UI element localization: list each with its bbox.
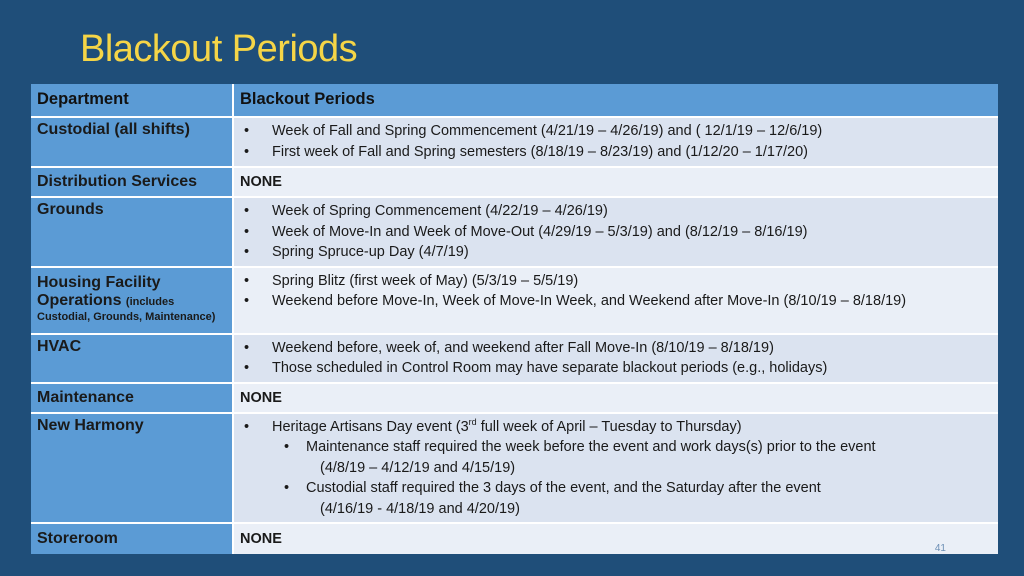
new-harmony-main-sup: rd	[468, 416, 477, 427]
table-row	[31, 414, 998, 525]
dept-new-harmony: New Harmony	[31, 414, 234, 525]
table-row	[31, 168, 998, 198]
list-item: • Week of Spring Commencement (4/22/19 – 4/26/19)	[240, 201, 992, 222]
new-harmony-main-pre: Heritage Artisans Day event (3	[272, 418, 469, 435]
sub-item-line1: Maintenance staff required the week before the event and work days(s) prior to the event	[306, 439, 876, 455]
list-item: • Spring Blitz (first week of May) (5/3/19 – 5/5/19)	[240, 271, 992, 292]
dept-storeroom: Storeroom	[31, 524, 234, 554]
list-item: • First week of Fall and Spring semesters (8/18/19 – 8/23/19) and (1/12/20 – 1/17/20)	[240, 142, 992, 163]
dept-grounds: Grounds	[31, 198, 234, 268]
dept-hvac: HVAC	[31, 335, 234, 384]
periods-storeroom: NONE	[234, 524, 998, 554]
periods-new-harmony	[234, 414, 998, 525]
periods-housing	[234, 268, 998, 335]
table-row	[31, 384, 998, 414]
dept-housing-line1: Housing Facility	[37, 273, 161, 291]
header-department: Department	[31, 84, 234, 118]
new-harmony-main-post: full week of April – Tuesday to Thursday)	[476, 418, 742, 435]
dept-housing-sub: Custodial, Grounds, Maintenance)	[37, 310, 216, 323]
sub-item-line2: (4/16/19 - 4/18/19 and 4/20/19)	[320, 500, 520, 517]
page-number: 41	[934, 543, 946, 554]
sub-item-line1: Custodial staff required the 3 days of the event, and the Saturday after the event	[306, 480, 821, 496]
table-row	[31, 524, 998, 554]
table-row	[31, 335, 998, 384]
header-blackout-periods: Blackout Periods	[234, 84, 998, 118]
periods-custodial	[234, 118, 998, 168]
periods-maintenance: NONE	[234, 384, 998, 414]
list-item: • Spring Spruce-up Day (4/7/19)	[240, 242, 992, 263]
dept-distribution: Distribution Services	[31, 168, 234, 198]
list-item: • Those scheduled in Control Room may have separate blackout periods (e.g., holidays)	[240, 358, 992, 379]
list-item	[240, 417, 992, 520]
dept-custodial: Custodial (all shifts)	[31, 118, 234, 168]
periods-distribution: NONE	[234, 168, 998, 198]
list-item: • Weekend before, week of, and weekend after Fall Move-In (8/10/19 – 8/18/19)	[240, 338, 992, 359]
table-row	[31, 198, 998, 268]
list-item: • Weekend before Move-In, Week of Move-In Week, and Weekend after Move-In (8/10/19 – 8/18/19)	[240, 291, 992, 312]
dept-housing	[31, 268, 234, 335]
table-header-row	[31, 84, 998, 118]
dept-housing-line2: Operations	[37, 291, 122, 309]
periods-hvac	[234, 335, 998, 384]
blackout-table	[31, 84, 998, 554]
periods-grounds	[234, 198, 998, 268]
list-item: • Week of Fall and Spring Commencement (4/21/19 – 4/26/19) and ( 12/1/19 – 12/6/19)	[240, 121, 992, 142]
list-item: • Week of Move-In and Week of Move-Out (4/29/19 – 5/3/19) and (8/12/19 – 8/16/19)	[240, 222, 992, 243]
table-row	[31, 268, 998, 335]
slide-title: Blackout Periods	[80, 28, 358, 70]
sub-item-line2: (4/8/19 – 4/12/19 and 4/15/19)	[320, 459, 516, 476]
list-item	[280, 437, 992, 478]
table-row	[31, 118, 998, 168]
dept-housing-note: (includes	[125, 295, 175, 308]
dept-maintenance: Maintenance	[31, 384, 234, 414]
list-item	[280, 478, 992, 519]
